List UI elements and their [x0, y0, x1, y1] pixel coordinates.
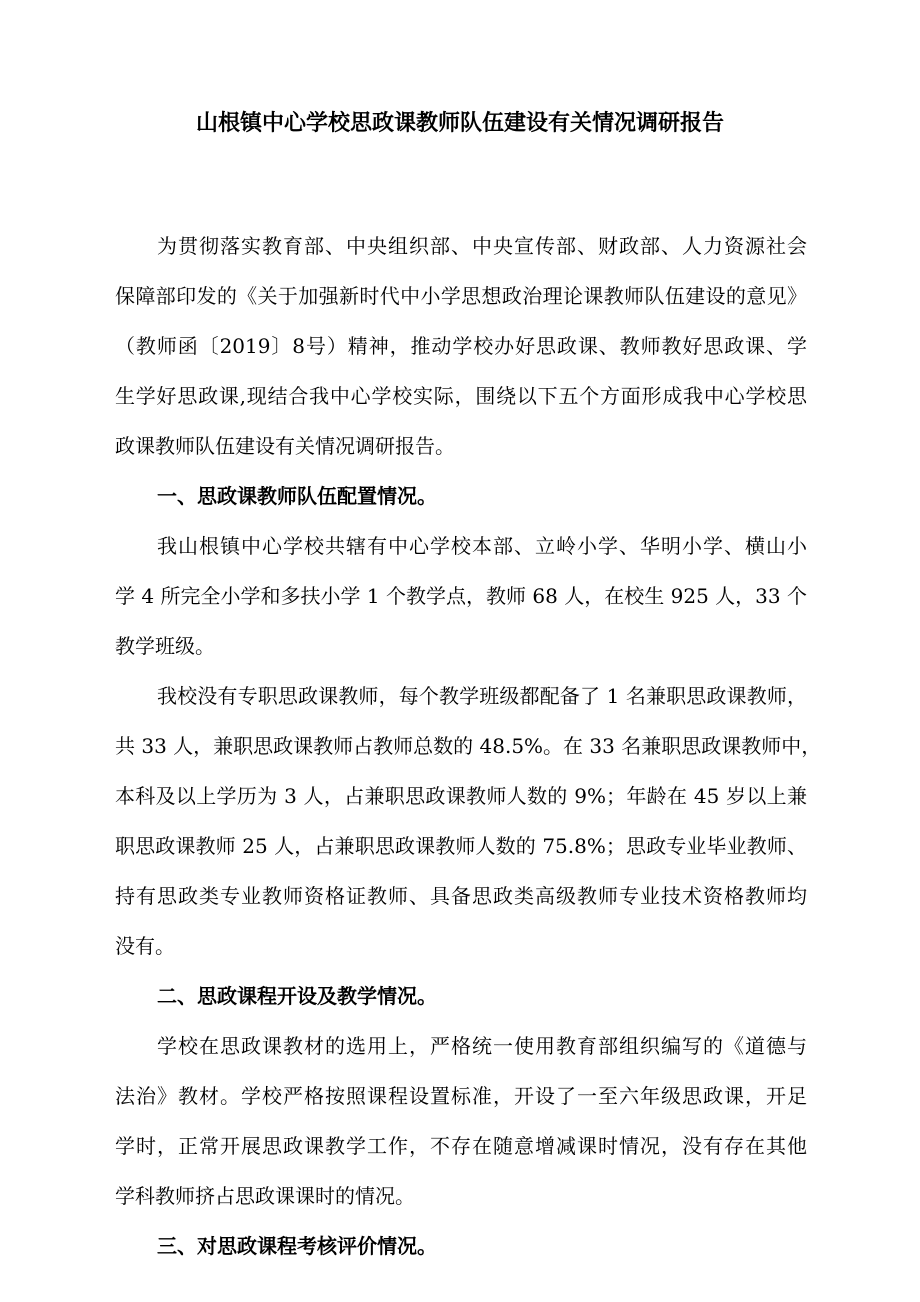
paragraph-line: 共 33 人，兼职思政课教师占教师总数的 48.5%。在 33 名兼职思政课教师中，: [115, 734, 822, 758]
paragraph-line: 保障部印发的《关于加强新时代中小学思想政治理论课教师队伍建设的意见》: [115, 284, 807, 308]
section-heading: 一、思政课教师队伍配置情况。: [157, 484, 437, 508]
paragraph-line: 学 4 所完全小学和多扶小学 1 个教学点，教师 68 人，在校生 925 人，33 个: [115, 584, 807, 608]
section-heading: 三、对思政课程考核评价情况。: [157, 1234, 437, 1258]
paragraph-line: 为贯彻落实教育部、中央组织部、中央宣传部、财政部、人力资源社会: [157, 234, 807, 258]
paragraph-line: 教学班级。: [115, 634, 215, 658]
section-heading: 二、思政课程开设及教学情况。: [157, 984, 437, 1008]
paragraph-line: 我山根镇中心学校共辖有中心学校本部、立岭小学、华明小学、横山小: [157, 534, 807, 558]
paragraph-line: 学时，正常开展思政课教学工作，不存在随意增减课时情况，没有存在其他: [115, 1134, 807, 1158]
paragraph-line: 生学好思政课,现结合我中心学校实际，围绕以下五个方面形成我中心学校思: [115, 384, 807, 408]
paragraph-line: 持有思政类专业教师资格证教师、具备思政类高级教师专业技术资格教师均: [115, 884, 807, 908]
paragraph-line: 学科教师挤占思政课课时的情况。: [115, 1184, 415, 1208]
document-title: 山根镇中心学校思政课教师队伍建设有关情况调研报告: [195, 111, 724, 136]
paragraph-line: 政课教师队伍建设有关情况调研报告。: [115, 434, 455, 458]
paragraph-line: 职思政课教师 25 人，占兼职思政课教师人数的 75.8%；思政专业毕业教师、: [115, 834, 807, 858]
document-body: [115, 226, 822, 1276]
paragraph-line: 没有。: [115, 934, 175, 958]
paragraph-line: 法治》教材。学校严格按照课程设置标准，开设了一至六年级思政课，开足: [115, 1084, 807, 1108]
paragraph-line: （教师函〔2019〕8号）精神，推动学校办好思政课、教师教好思政课、学: [115, 334, 807, 358]
paragraph-line: 我校没有专职思政课教师，每个教学班级都配备了 1 名兼职思政课教师，: [157, 684, 807, 708]
paragraph-line: 本科及以上学历为 3 人，占兼职思政课教师人数的 9%；年龄在 45 岁以上兼: [115, 784, 807, 808]
paragraph-line: 学校在思政课教材的选用上，严格统一使用教育部组织编写的《道德与: [157, 1034, 807, 1058]
